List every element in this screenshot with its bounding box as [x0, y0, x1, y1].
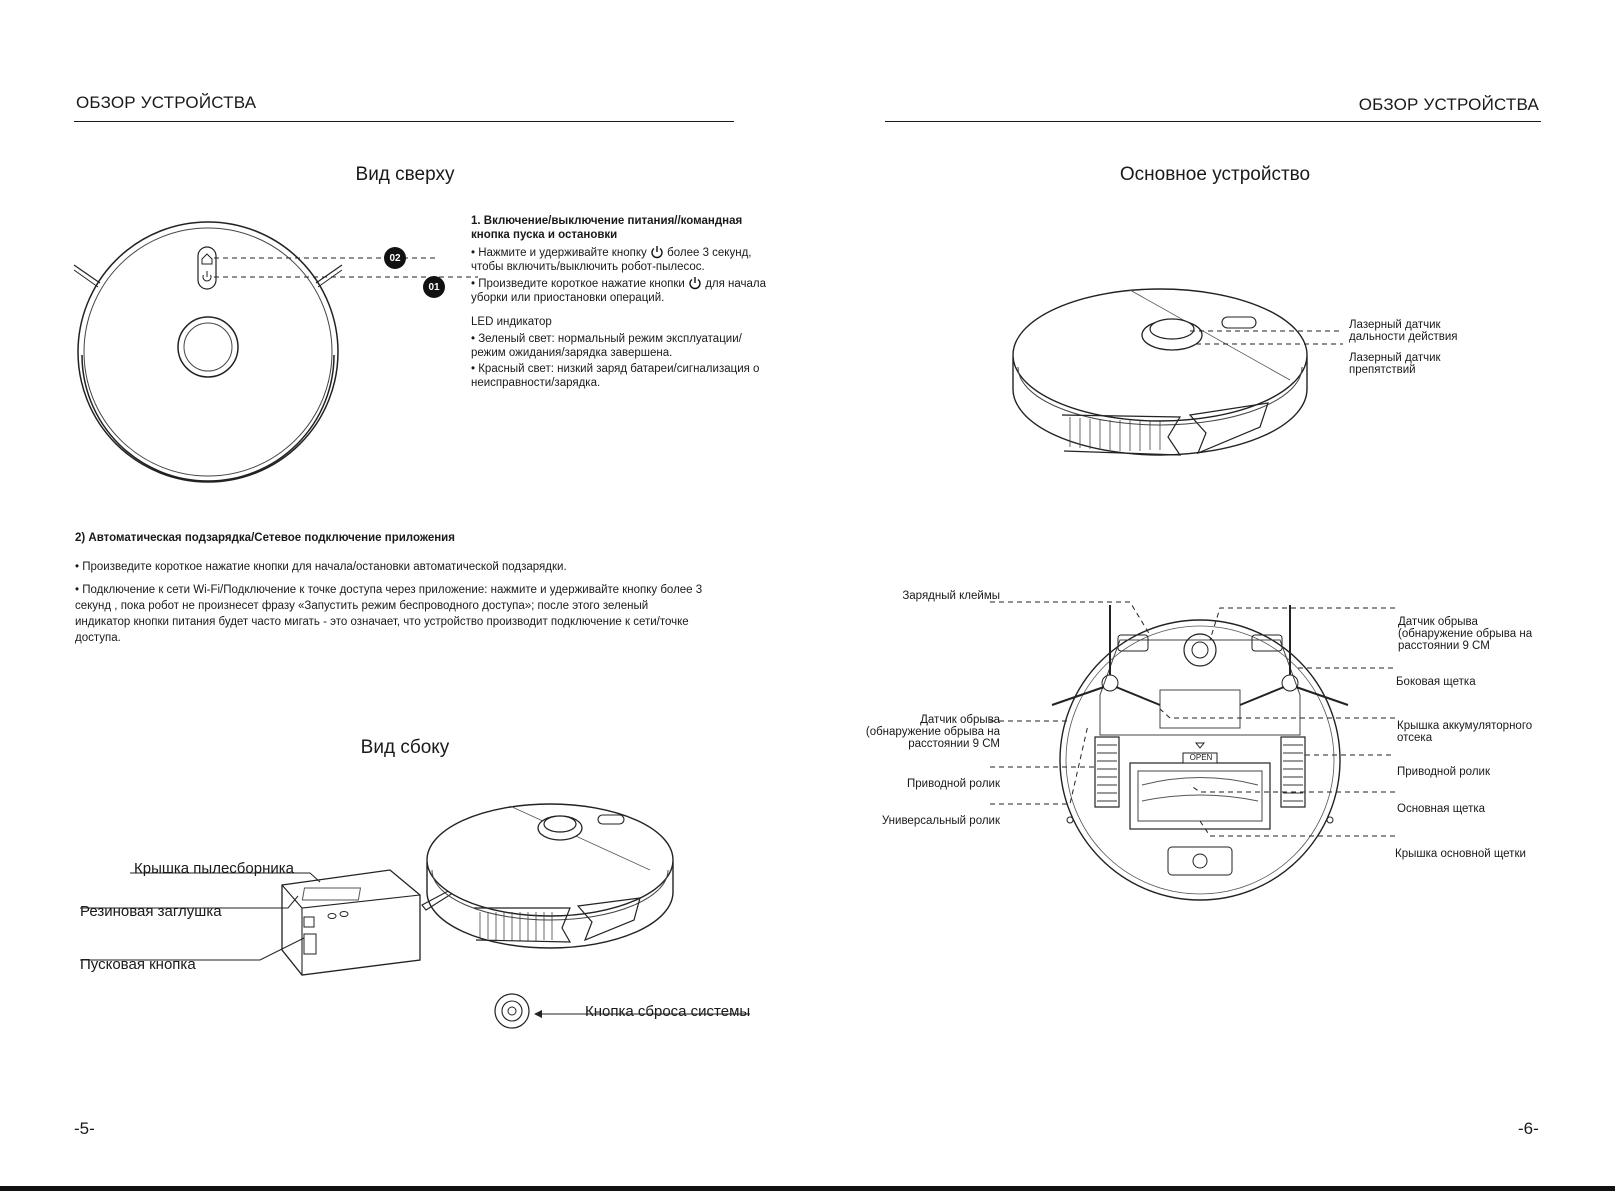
- power-bullet-short: [471, 276, 771, 305]
- section2-title: 2) Автоматическая подзарядка/Сетевое подключение приложения: [75, 532, 455, 544]
- power-bullet-hold: [471, 245, 771, 274]
- label-laser-obstacle: Лазерный датчик препятствий: [1349, 352, 1441, 376]
- power-button-title: 1. Включение/выключение питания//командная кнопка пуска и остановки: [471, 215, 743, 241]
- badge-02: 02: [384, 247, 406, 269]
- bottom-border: [0, 1186, 1615, 1191]
- power-bullet-hold-post: более 3 секунд, чтобы включить/выключить робот-пылесос.: [471, 247, 752, 273]
- label-battery-cover: Крышка аккумуляторного отсека: [1397, 720, 1533, 744]
- led-green: • Зеленый свет: нормальный режим эксплуатации/режим ожидания/зарядка завершена.: [471, 333, 742, 359]
- left-page-number: -5-: [74, 1119, 95, 1138]
- label-drive-wheel-right: Приводной ролик: [1397, 766, 1490, 778]
- label-universal-wheel: Универсальный ролик: [881, 815, 1000, 827]
- side-view-title: Вид сбоку: [360, 737, 450, 758]
- robot-perspective-illustration: [1010, 285, 1310, 485]
- right-page-header: ОБЗОР УСТРОЙСТВА: [1358, 95, 1539, 114]
- power-bullet-hold-pre: • Нажмите и удерживайте кнопку: [471, 247, 647, 259]
- robot-top-view-illustration: [60, 215, 360, 490]
- label-drive-wheel-left: Приводной ролик: [907, 778, 1000, 790]
- left-header-rule: [74, 121, 734, 122]
- main-device-title: Основное устройство: [1119, 164, 1311, 185]
- power-icon: [688, 276, 702, 290]
- right-page-number: -6-: [1518, 1119, 1539, 1138]
- label-dust-cover: Крышка пылесборника: [134, 860, 294, 877]
- label-main-brush: Основная щетка: [1397, 803, 1486, 815]
- label-reset-button: Кнопка сброса системы: [585, 1003, 751, 1020]
- top-view-description: [471, 214, 771, 390]
- open-tag: OPEN: [1189, 753, 1213, 762]
- top-view-title: Вид сверху: [355, 164, 455, 185]
- section2-bullet2: • Подключение к сети Wi-Fi/Подключение к точке доступа через приложение: нажмите и удерживайте кнопку более 3 секунд , пока робот не произнесет фразу «Запустить режим беспроводного доступа»; после этого зеленый индикатор кнопки питания будет часто мигать - это означает, что устройство производит подключение к сети/точке доступа.: [75, 584, 703, 644]
- label-rubber-plug: Резиновая заглушка: [80, 903, 222, 920]
- label-laser-range: Лазерный датчик дальности действия: [1349, 319, 1458, 343]
- led-red: • Красный свет: низкий заряд батареи/сигнализация о неисправности/зарядка.: [471, 363, 760, 389]
- label-charging-contacts: Зарядный клеймы: [902, 590, 1000, 602]
- label-start-button: Пусковая кнопка: [80, 956, 196, 973]
- power-bullet-short-post: для начала уборки или приостановки операций.: [471, 278, 767, 304]
- led-title: LED индикатор: [471, 316, 552, 328]
- label-side-brush: Боковая щетка: [1396, 676, 1476, 688]
- robot-side-view-illustration: [240, 800, 700, 1030]
- label-cliff-sensor-right: Датчик обрыва (обнаружение обрыва на расстоянии 9 СМ: [1398, 616, 1533, 652]
- power-bullet-short-pre: • Произведите короткое нажатие кнопки: [471, 278, 685, 290]
- power-icon: [650, 245, 664, 259]
- left-page-header: ОБЗОР УСТРОЙСТВА: [76, 93, 257, 112]
- badge-01: 01: [423, 276, 445, 298]
- label-main-brush-cover: Крышка основной щетки: [1395, 848, 1526, 860]
- section2-bullet1: • Произведите короткое нажатие кнопки для начала/остановки автоматической подзарядки.: [75, 561, 567, 573]
- label-cliff-sensor-left: Датчик обрыва (обнаружение обрыва на расстоянии 9 СМ: [865, 714, 1000, 750]
- right-header-rule: [885, 121, 1541, 122]
